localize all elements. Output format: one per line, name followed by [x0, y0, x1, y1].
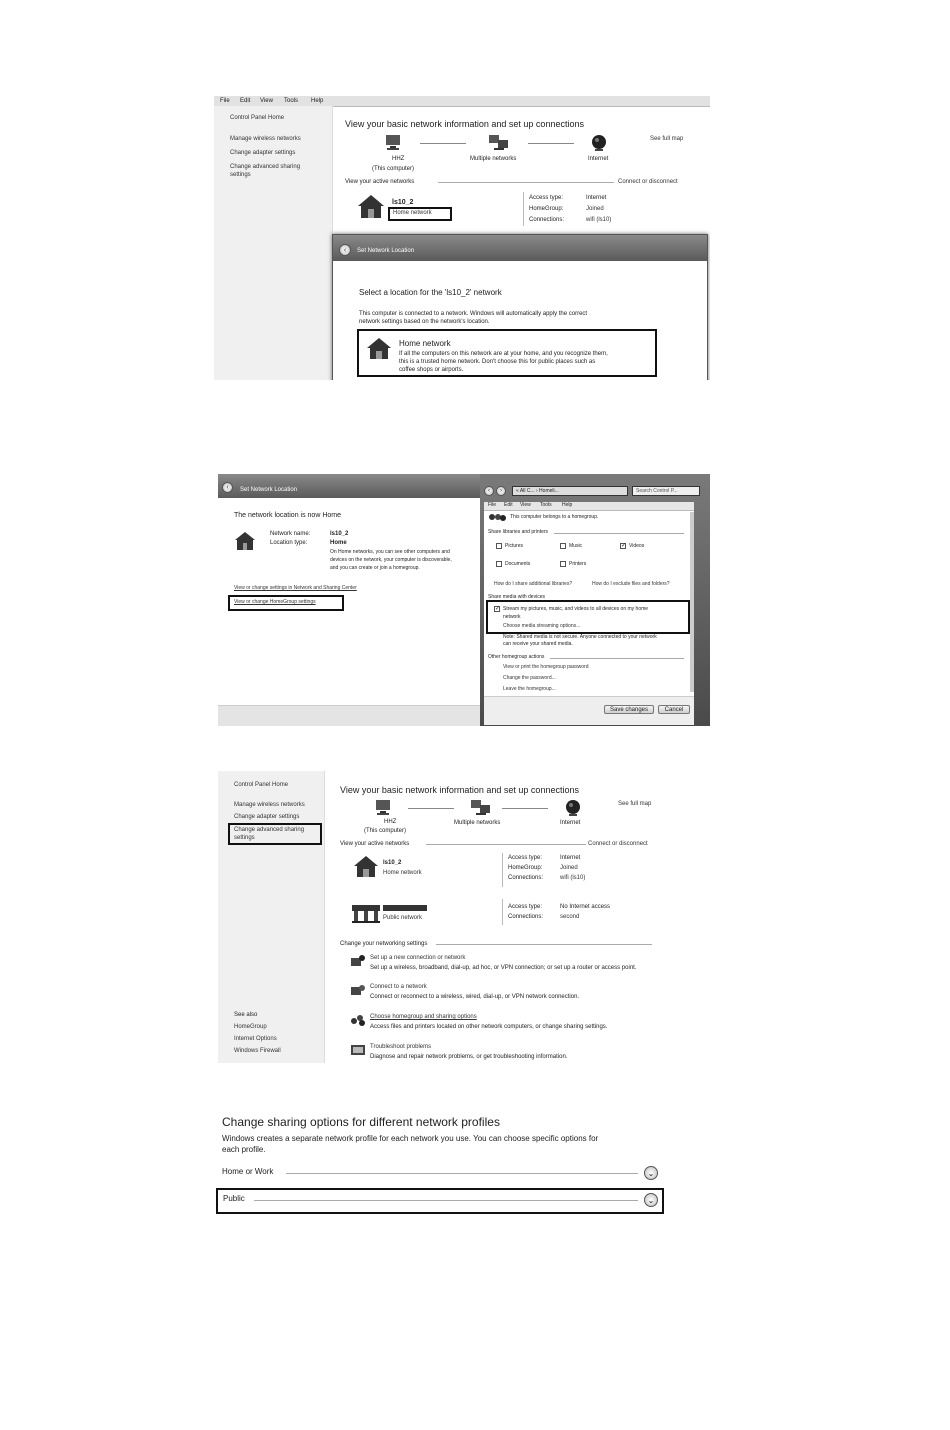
sidebar-manage-wireless[interactable]: Manage wireless networks	[230, 136, 301, 142]
menu-file[interactable]: File	[488, 502, 497, 508]
map-computer-sub: (This computer)	[372, 166, 415, 172]
expand-home-work-icon[interactable]: ⌄	[644, 1166, 658, 1180]
troubleshoot-icon	[350, 1043, 366, 1057]
sidebar-windows-firewall[interactable]: Windows Firewall	[234, 1048, 281, 1054]
back-arrow-icon[interactable]: ‹	[222, 482, 233, 493]
menu-tools[interactable]: Tools	[284, 98, 299, 104]
divider-public	[254, 1200, 638, 1201]
network-name: ls10_2	[392, 199, 414, 206]
highlight-public-profile	[216, 1188, 664, 1214]
map-networks-label: Multiple networks	[454, 820, 501, 826]
pictures-label: Pictures	[505, 543, 524, 549]
connections-value[interactable]: wifi (ls10)	[586, 217, 612, 223]
net1-hg-value[interactable]: Joined	[560, 865, 578, 871]
location-desc-1: On Home networks, you can see other computers and	[330, 549, 450, 555]
home-network-option[interactable]	[357, 329, 657, 377]
back-arrow-icon[interactable]: ‹	[339, 244, 351, 256]
videos-checkbox[interactable]: ✓	[621, 543, 627, 549]
new-connection-icon	[350, 954, 366, 968]
forward-icon[interactable]: ›	[496, 486, 506, 496]
menu-help[interactable]: Help	[311, 98, 324, 104]
option-desc-3: coffee shops or airports.	[399, 367, 464, 373]
page-heading: View your basic network information and set up connections	[345, 119, 584, 129]
net2-access-value: No Internet access	[560, 904, 611, 910]
documents-checkbox[interactable]	[496, 561, 502, 567]
back-icon[interactable]: ‹	[484, 486, 494, 496]
task-connect-title[interactable]: Connect to a network	[370, 984, 427, 990]
homegroup-label: HomeGroup:	[529, 206, 564, 212]
divider-home-work	[286, 1173, 638, 1174]
dialog-titlebar	[333, 235, 707, 261]
homegroup-value[interactable]: Joined	[586, 206, 604, 212]
home-network-icon	[356, 194, 386, 220]
set-network-location-dialog	[332, 234, 708, 380]
homegroup-settings-link[interactable]: View or change HomeGroup settings	[234, 599, 316, 605]
menu-help[interactable]: Help	[562, 502, 573, 508]
divider	[436, 944, 652, 945]
network-type-link[interactable]: Home network	[393, 210, 432, 216]
menu-view[interactable]: View	[520, 502, 531, 508]
dialog-desc-1: This computer is connected to a network. Windows will automatically apply the correct	[359, 311, 588, 317]
profile-public-label: Public	[223, 1194, 245, 1203]
task-homegroup-desc: Access files and printers located on other network computers, or change sharing settings.	[370, 1024, 608, 1030]
printers-label: Printers	[569, 561, 587, 567]
sidebar	[218, 771, 325, 1063]
location-type-value: Home	[330, 540, 347, 546]
divider-v	[523, 192, 524, 226]
map-networks-label: Multiple networks	[470, 156, 517, 162]
network-location-dialog	[218, 474, 480, 726]
network-sharing-center-link[interactable]: View or change settings in Network and Sharing Center	[234, 585, 357, 591]
highlight-advanced-sharing	[228, 823, 322, 845]
left-footer	[218, 705, 480, 726]
active-networks-label: View your active networks	[340, 841, 410, 847]
divider-v	[502, 853, 503, 887]
share-libraries-label: Share libraries and printers	[488, 529, 549, 535]
divider	[426, 844, 586, 845]
computer-icon	[384, 134, 406, 152]
task-connect-desc: Connect or reconnect to a wireless, wired, dial-up, or VPN network connection.	[370, 994, 580, 1000]
menu-edit[interactable]: Edit	[240, 98, 251, 104]
menu-edit[interactable]: Edit	[504, 502, 513, 508]
home-network-icon	[352, 855, 380, 879]
change-settings-label: Change your networking settings	[340, 941, 428, 947]
connect-disconnect-link[interactable]: Connect or disconnect	[618, 179, 678, 185]
sidebar-change-advanced-2[interactable]: settings	[230, 172, 251, 178]
see-full-map-link[interactable]: See full map	[650, 136, 684, 142]
map-internet-label: Internet	[588, 156, 609, 162]
multiple-networks-icon	[470, 799, 492, 817]
net1-hg-label: HomeGroup:	[508, 865, 543, 871]
task-setup-desc: Set up a wireless, broadband, dial-up, ad hoc, or VPN connection; or set up a router or access point.	[370, 965, 637, 971]
location-desc-3: and you can create or join a homegroup.	[330, 565, 420, 571]
highlight-home-network	[388, 207, 452, 221]
task-setup-title[interactable]: Set up a new connection or network	[370, 955, 466, 961]
divider-v2	[502, 899, 503, 925]
search-placeholder: Search Control P...	[636, 488, 678, 494]
globe-icon	[590, 134, 608, 152]
page-heading: View your basic network information and set up connections	[340, 785, 579, 795]
dialog-heading: Select a location for the 'ls10_2' network	[359, 288, 502, 297]
divider	[438, 182, 614, 183]
option-desc-2: this is a trusted home network. Don't choose this for public places such as	[399, 359, 596, 365]
panel-homegroup	[218, 474, 710, 726]
stream-text-1: Stream my pictures, music, and videos to all devices on my home	[503, 606, 649, 612]
sidebar-change-advanced[interactable]: Change advanced sharing	[230, 164, 301, 170]
panel-sharing-profiles	[214, 1108, 670, 1218]
map-computer-name: HHZ	[392, 156, 405, 162]
connect-network-icon	[350, 983, 366, 997]
map-computer-name: HHZ	[384, 819, 397, 825]
homegroup-icon	[488, 513, 506, 523]
music-label: Music	[569, 543, 583, 549]
profiles-heading: Change sharing options for different network profiles	[222, 1115, 500, 1129]
sidebar-homegroup[interactable]: HomeGroup	[234, 1024, 267, 1030]
task-homegroup-title[interactable]: Choose homegroup and sharing options	[370, 1014, 477, 1020]
connections-label: Connections:	[529, 217, 565, 223]
right-menu-bar	[484, 502, 694, 511]
left-dialog-title: Set Network Location	[240, 487, 298, 493]
sidebar-control-panel-home[interactable]: Control Panel Home	[234, 782, 289, 788]
map-line-2	[502, 808, 548, 809]
documents-label: Documents	[505, 561, 531, 567]
net1-name: ls10_2	[383, 860, 402, 866]
task-troubleshoot-title[interactable]: Troubleshoot problems	[370, 1044, 432, 1050]
search-input[interactable]	[632, 486, 700, 496]
videos-label: Videos	[629, 543, 645, 549]
divider	[554, 533, 684, 534]
stream-checkbox[interactable]: ✓	[495, 606, 501, 612]
map-computer-sub: (This computer)	[364, 828, 407, 834]
panel-network-center-2	[218, 771, 700, 1063]
net1-conn-label: Connections:	[508, 875, 544, 881]
address-text: « All C... › Homeli...	[516, 488, 559, 494]
dialog-title: Set Network Location	[357, 248, 415, 254]
net2-conn-label: Connections:	[508, 914, 544, 920]
save-changes-button[interactable]: Save changes	[604, 705, 654, 714]
option-title: Home network	[399, 339, 451, 348]
net1-type-link[interactable]: Home network	[383, 870, 422, 876]
share-media-label: Share media with devices	[488, 594, 545, 600]
access-type-value: Internet	[586, 195, 607, 201]
menu-tools[interactable]: Tools	[540, 502, 552, 508]
dialog-desc-2: network settings based on the network's location.	[359, 319, 490, 325]
map-line-1	[408, 808, 454, 809]
net2-access-label: Access type:	[508, 904, 543, 910]
map-line-1	[420, 143, 466, 144]
share-additional-link[interactable]: How do I share additional libraries?	[494, 581, 573, 587]
network-name-value: ls10_2	[330, 531, 349, 537]
sidebar-control-panel-home[interactable]: Control Panel Home	[230, 115, 285, 121]
sidebar-change-adapter[interactable]: Change adapter settings	[230, 150, 296, 156]
map-line-2	[528, 143, 574, 144]
media-streaming-link[interactable]: Choose media streaming options...	[503, 623, 581, 629]
globe-icon	[564, 799, 582, 817]
stream-text-2: network	[503, 614, 521, 620]
net1-access-value: Internet	[560, 855, 581, 861]
other-actions-label: Other homegroup actions	[488, 654, 545, 660]
location-type-label: Location type:	[270, 540, 308, 546]
sidebar-change-advanced-2[interactable]: settings	[234, 835, 255, 841]
location-desc-2: devices on the network, your computer is discoverable,	[330, 557, 452, 563]
homegroup-window	[480, 474, 710, 726]
redacted-network-name	[383, 905, 427, 911]
sidebar-internet-options[interactable]: Internet Options	[234, 1036, 277, 1042]
profiles-desc-2: each profile.	[222, 1145, 266, 1154]
homegroup-content	[484, 502, 694, 724]
profiles-desc-1: Windows creates a separate network profile for each network you use. You can choose specific options for	[222, 1134, 599, 1143]
net2-type-link[interactable]: Public network	[383, 915, 423, 921]
sidebar	[214, 106, 333, 380]
connect-disconnect-link[interactable]: Connect or disconnect	[588, 841, 648, 847]
home-option-icon	[365, 337, 393, 361]
printers-checkbox[interactable]	[560, 561, 566, 567]
access-type-label: Access type:	[529, 195, 564, 201]
pictures-checkbox[interactable]	[496, 543, 502, 549]
cancel-button[interactable]: Cancel	[658, 705, 690, 714]
menu-view[interactable]: View	[260, 98, 273, 104]
see-also-label: See also	[234, 1012, 258, 1018]
map-internet-label: Internet	[560, 820, 581, 826]
net1-conn-value[interactable]: wifi (ls10)	[560, 875, 586, 881]
address-bar[interactable]	[512, 486, 628, 496]
home-icon	[234, 531, 256, 551]
task-troubleshoot-desc: Diagnose and repair network problems, or get troubleshooting information.	[370, 1054, 568, 1060]
homegroup-options-icon	[350, 1013, 366, 1027]
menu-file[interactable]: File	[220, 98, 230, 104]
view-password-link[interactable]: View or print the homegroup password	[503, 664, 589, 670]
sidebar-manage-wireless[interactable]: Manage wireless networks	[234, 802, 305, 808]
panel-network-center-1	[214, 96, 710, 380]
music-checkbox[interactable]	[560, 543, 566, 549]
exclude-files-link[interactable]: How do I exclude files and folders?	[592, 581, 670, 587]
net1-access-label: Access type:	[508, 855, 543, 861]
see-full-map-link[interactable]: See full map	[618, 801, 652, 807]
multiple-networks-icon	[488, 134, 510, 152]
profile-home-work-label: Home or Work	[222, 1167, 274, 1176]
active-networks-label: View your active networks	[345, 179, 415, 185]
button-bar	[484, 696, 694, 725]
net2-conn-value[interactable]: second	[560, 914, 580, 920]
note-1: Note: Shared media is not secure. Anyone connected to your network	[503, 634, 657, 640]
change-password-link[interactable]: Change the password...	[503, 675, 556, 681]
belongs-text: This computer belongs to a homegroup.	[510, 514, 599, 520]
sidebar-change-adapter[interactable]: Change adapter settings	[234, 814, 300, 820]
expand-public-icon[interactable]: ⌄	[644, 1193, 658, 1207]
computer-icon	[374, 799, 396, 817]
location-heading: The network location is now Home	[234, 512, 341, 519]
highlight-homegroup-link	[228, 595, 344, 611]
scrollbar[interactable]	[690, 512, 694, 692]
public-network-icon	[350, 901, 382, 925]
divider	[550, 658, 684, 659]
sidebar-change-advanced[interactable]: Change advanced sharing	[234, 827, 305, 833]
option-desc-1: If all the computers on this network are at your home, and you recognize them,	[399, 351, 608, 357]
note-2: can receive your shared media.	[503, 641, 573, 647]
leave-homegroup-link[interactable]: Leave the homegroup...	[503, 686, 556, 692]
network-name-label: Network name:	[270, 531, 311, 537]
left-titlebar	[218, 474, 480, 498]
